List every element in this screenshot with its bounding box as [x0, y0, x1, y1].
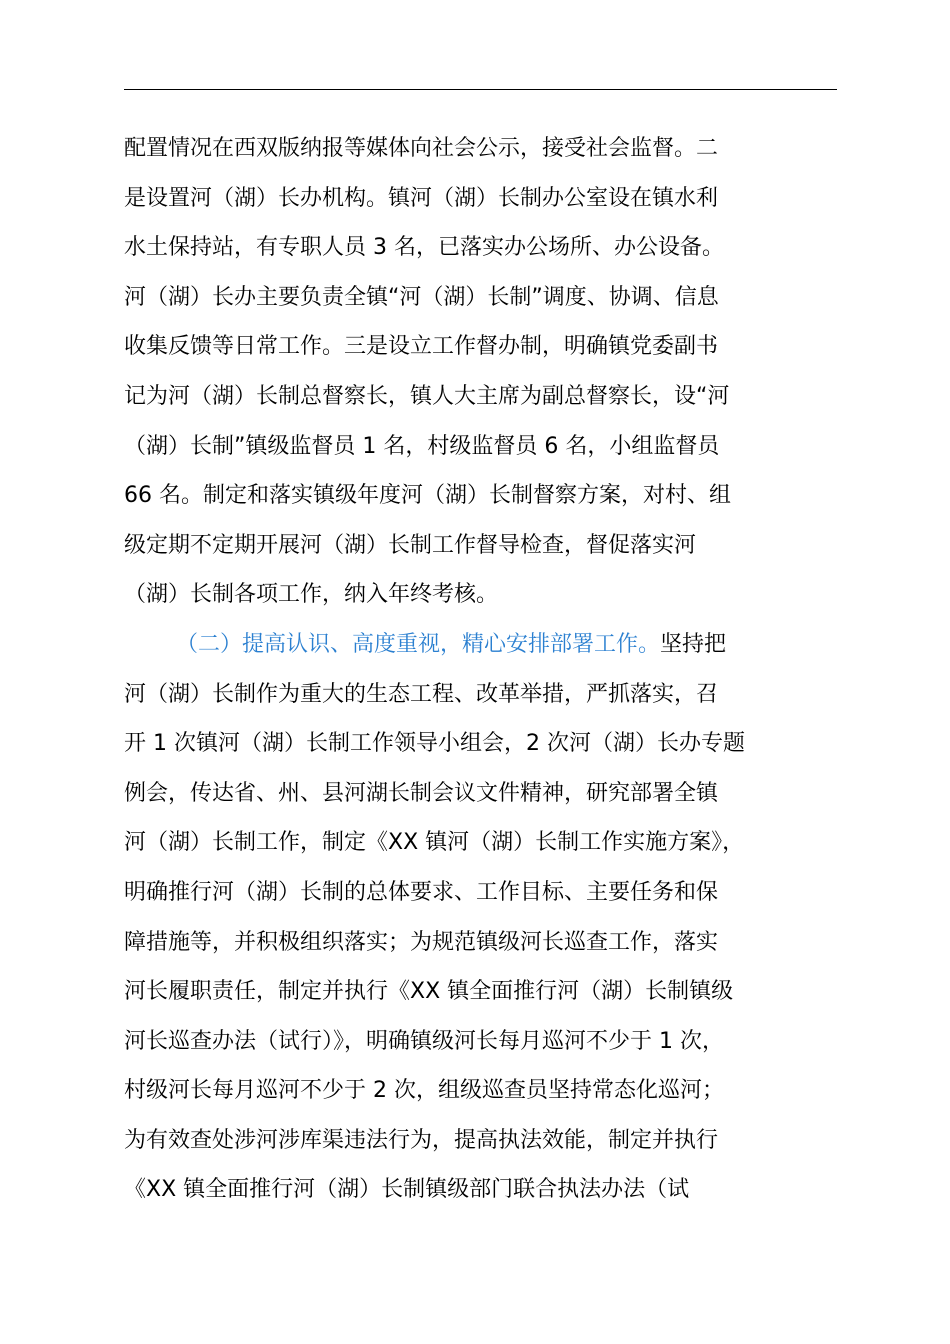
text-line: 为有效查处涉河涉库渠违法行为，提高执法效能，制定并执行 [124, 1127, 719, 1153]
heading-line-rest: 坚持把 [660, 631, 727, 657]
text-line: 开 1 次镇河（湖）长制工作领导小组会，2 次河（湖）长办专题 [124, 731, 745, 757]
text-line: 村级河长每月巡河不少于 2 次，组级巡查员坚持常态化巡河； [124, 1078, 724, 1104]
text-line: 水土保持站，有专职人员 3 名，已落实办公场所、办公设备。 [124, 235, 724, 261]
text-line: 障措施等，并积极组织落实；为规范镇级河长巡查工作，落实 [124, 929, 719, 955]
text-line: 66 名。制定和落实镇级年度河（湖）长制督察方案，对村、组 [124, 483, 731, 509]
text-line: （湖）长制”镇级监督员 1 名，村级监督员 6 名，小组监督员 [124, 433, 720, 459]
text-line: 配置情况在西双版纳报等媒体向社会公示，接受社会监督。二 [124, 136, 719, 161]
text-line: 明确推行河（湖）长制的总体要求、工作目标、主要任务和保 [124, 879, 719, 905]
text-line: 河（湖）长制作为重大的生态工程、改革举措，严抓落实，召 [124, 681, 719, 707]
header-rule [124, 89, 837, 90]
body-text [124, 124, 837, 1215]
text-line: 河（湖）长制工作，制定《XX 镇河（湖）长制工作实施方案》， [124, 830, 745, 856]
text-line: 记为河（湖）长制总督察长，镇人大主席为副总督察长，设“河 [124, 383, 730, 409]
text-line: 收集反馈等日常工作。三是设立工作督办制，明确镇党委副书 [124, 334, 719, 360]
text-line: 河长巡查办法（试行）》，明确镇级河长每月巡河不少于 1 次， [124, 1028, 724, 1054]
text-line: （湖）长制各项工作，纳入年终考核。 [124, 582, 499, 608]
text-line: 河长履职责任，制定并执行《XX 镇全面推行河（湖）长制镇级 [124, 979, 734, 1005]
text-line: 河（湖）长办主要负责全镇“河（湖）长制”调度、协调、信息 [124, 284, 719, 310]
section-heading: （二）提高认识、高度重视，精心安排部署工作。 [176, 631, 661, 657]
text-line: 级定期不定期开展河（湖）长制工作督导检查，督促落实河 [124, 532, 697, 558]
text-line: 《XX 镇全面推行河（湖）长制镇级部门联合执法办法（试 [124, 1177, 690, 1203]
text-line: 例会，传达省、州、县河湖长制会议文件精神，研究部署全镇 [124, 780, 719, 806]
text-line: 是设置河（湖）长办机构。镇河（湖）长制办公室设在镇水利 [124, 185, 719, 211]
section-heading-line [124, 620, 837, 670]
